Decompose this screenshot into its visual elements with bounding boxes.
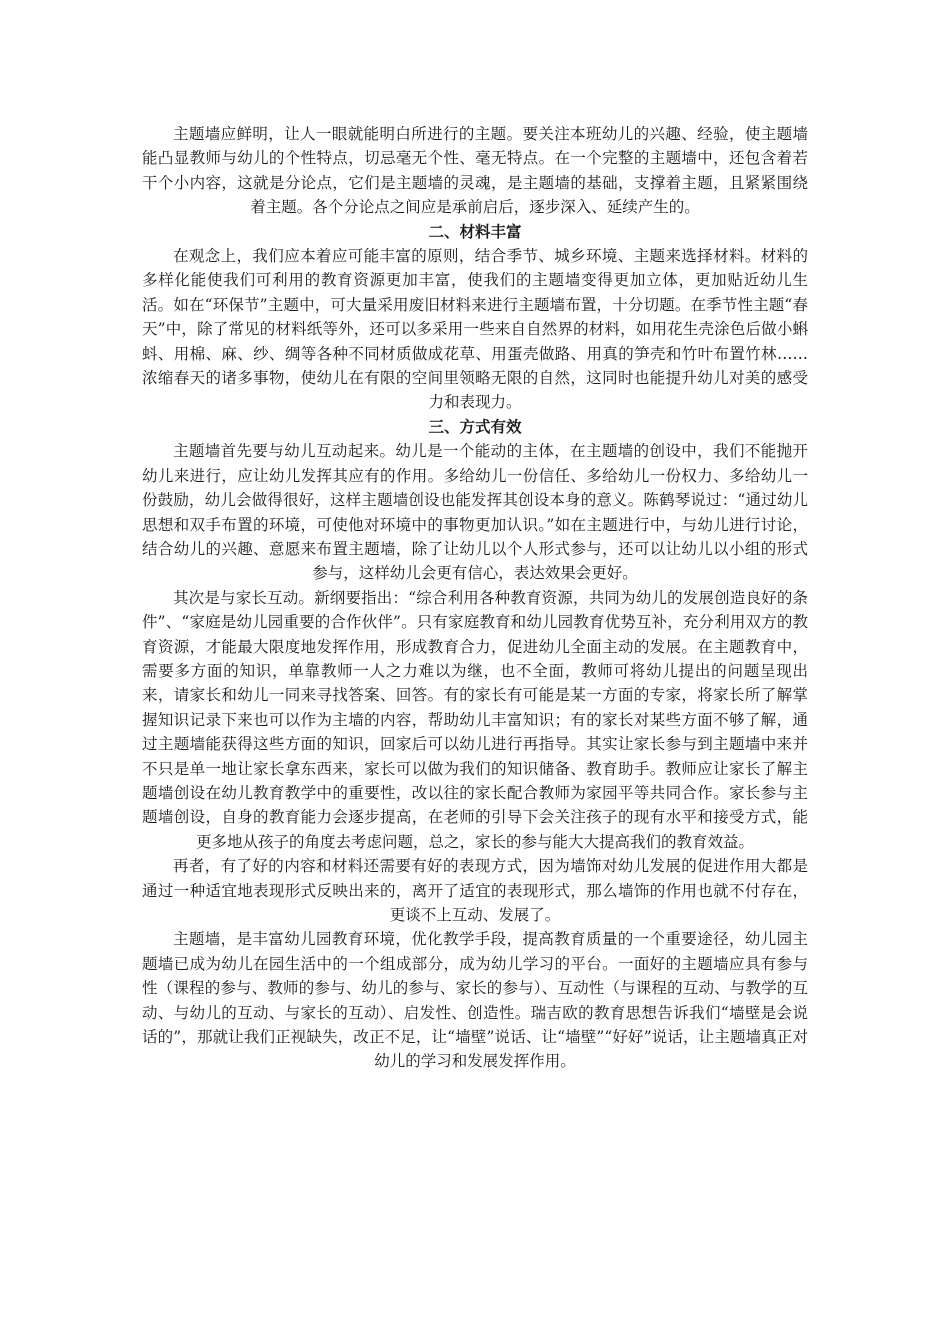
paragraph-theme-wall-clarity: 主题墙应鲜明，让人一眼就能明白所进行的主题。要关注本班幼儿的兴趣、经验，使主题墙能凸显教师与幼儿的个性特点，切忌毫无个性、毫无特点。在一个完整的主题墙中，还包含着若干个小内容，这就是分论点，它们是主题墙的灵魂，是主题墙的基础，支撑着主题，且紧紧围绕着主题。各个分论点之间应是承前启后，逐步深入、延续产生的。 xyxy=(142,125,808,217)
section-heading-methods: 三、方式有效 xyxy=(428,416,522,436)
paragraph-presentation: 再者，有了好的内容和材料还需要有好的表现方式，因为墙饰对幼儿发展的促进作用大都是通过一种适宜地表现形式反映出来的，离开了适宜的表现形式，那么墙饰的作用也就不付存在，更谈不上互动、发展了。 xyxy=(142,857,808,924)
document-body xyxy=(142,122,808,1074)
section-heading-materials: 二、材料丰富 xyxy=(428,221,522,241)
paragraph-parent-interaction: 其次是与家长互动。新纲要指出：“综合利用各种教育资源，共同为幼儿的发展创造良好的条件”、“家庭是幼儿园重要的合作伙伴”。只有家庭教育和幼儿园教育优势互补，充分利用双方的教育资源，才能最大限度地发挥作用，形成教育合力，促进幼儿全面主动的发展。在主题教育中，需要多方面的知识，单靠教师一人之力难以为继，也不全面，教师可将幼儿提出的问题呈现出来，请家长和幼儿一同来寻找答案、回答。有的家长有可能是某一方面的专家，将家长所了解掌握知识记录下来也可以作为主墙的内容，帮助幼儿丰富知识；有的家长对某些方面不够了解，通过主题墙能获得这些方面的知识，回家后可以幼儿进行再指导。其实让家长参与到主题墙中来并不只是单一地让家长拿东西来，家长可以做为我们的知识储备、教育助手。教师应让家长了解主题墙创设在幼儿教育教学中的重要性，改以往的家长配合教师为家园平等共同合作。家长参与主题墙创设，自身的教育能力会逐步提高，在老师的引导下会关注孩子的现有水平和接受方式，能更多地从孩子的角度去考虑问题，总之，家长的参与能大大提高我们的教育效益。 xyxy=(142,588,808,851)
paragraph-conclusion: 主题墙，是丰富幼儿园教育环境，优化教学手段，提高教育质量的一个重要途径，幼儿园主题墙已成为幼儿在园生活中的一个组成部分，成为幼儿学习的平台。一面好的主题墙应具有参与性（课程的参与、教师的参与、幼儿的参与、家长的参与）、互动性（与课程的互动、与教学的互动、与幼儿的互动、与家长的互动）、启发性、创造性。瑞吉欧的教育思想告诉我们“墙壁是会说话的”，那就让我们正视缺失，改正不足，让“墙壁”说话、让“墙壁”“好好”说话，让主题墙真正对幼儿的学习和发展发挥作用。 xyxy=(142,930,808,1071)
paragraph-materials: 在观念上，我们应本着应可能丰富的原则，结合季节、城乡环境、主题来选择材料。材料的多样化能使我们可利用的教育资源更加丰富，使我们的主题墙变得更加立体，更加贴近幼儿生活。如在“环保节”主题中，可大量采用废旧材料来进行主题墙布置，十分切题。在季节性主题“春天”中，除了常见的材料纸等外，还可以多采用一些来自自然界的材料，如用花生壳涂色后做小蝌蚪、用棉、麻、纱、绸等各种不同材质做成花草、用蛋壳做路、用真的笋壳和竹叶布置竹林……浓缩春天的诸多事物，使幼儿在有限的空间里领略无限的自然，这同时也能提升幼儿对美的感受力和表现力。 xyxy=(142,247,808,412)
paragraph-child-interaction: 主题墙首先要与幼儿互动起来。幼儿是一个能动的主体，在主题墙的创设中，我们不能抛开幼儿来进行，应让幼儿发挥其应有的作用。多给幼儿一份信任、多给幼儿一份权力、多给幼儿一份鼓励，幼儿会做得很好，这样主题墙创设也能发挥其创设本身的意义。陈鹤琴说过：“通过幼儿思想和双手布置的环境，可使他对环境中的事物更加认识。”如在主题进行中，与幼儿进行讨论，结合幼儿的兴趣、意愿来布置主题墙，除了让幼儿以个人形式参与，还可以让幼儿以小组的形式参与，这样幼儿会更有信心，表达效果会更好。 xyxy=(142,442,808,583)
